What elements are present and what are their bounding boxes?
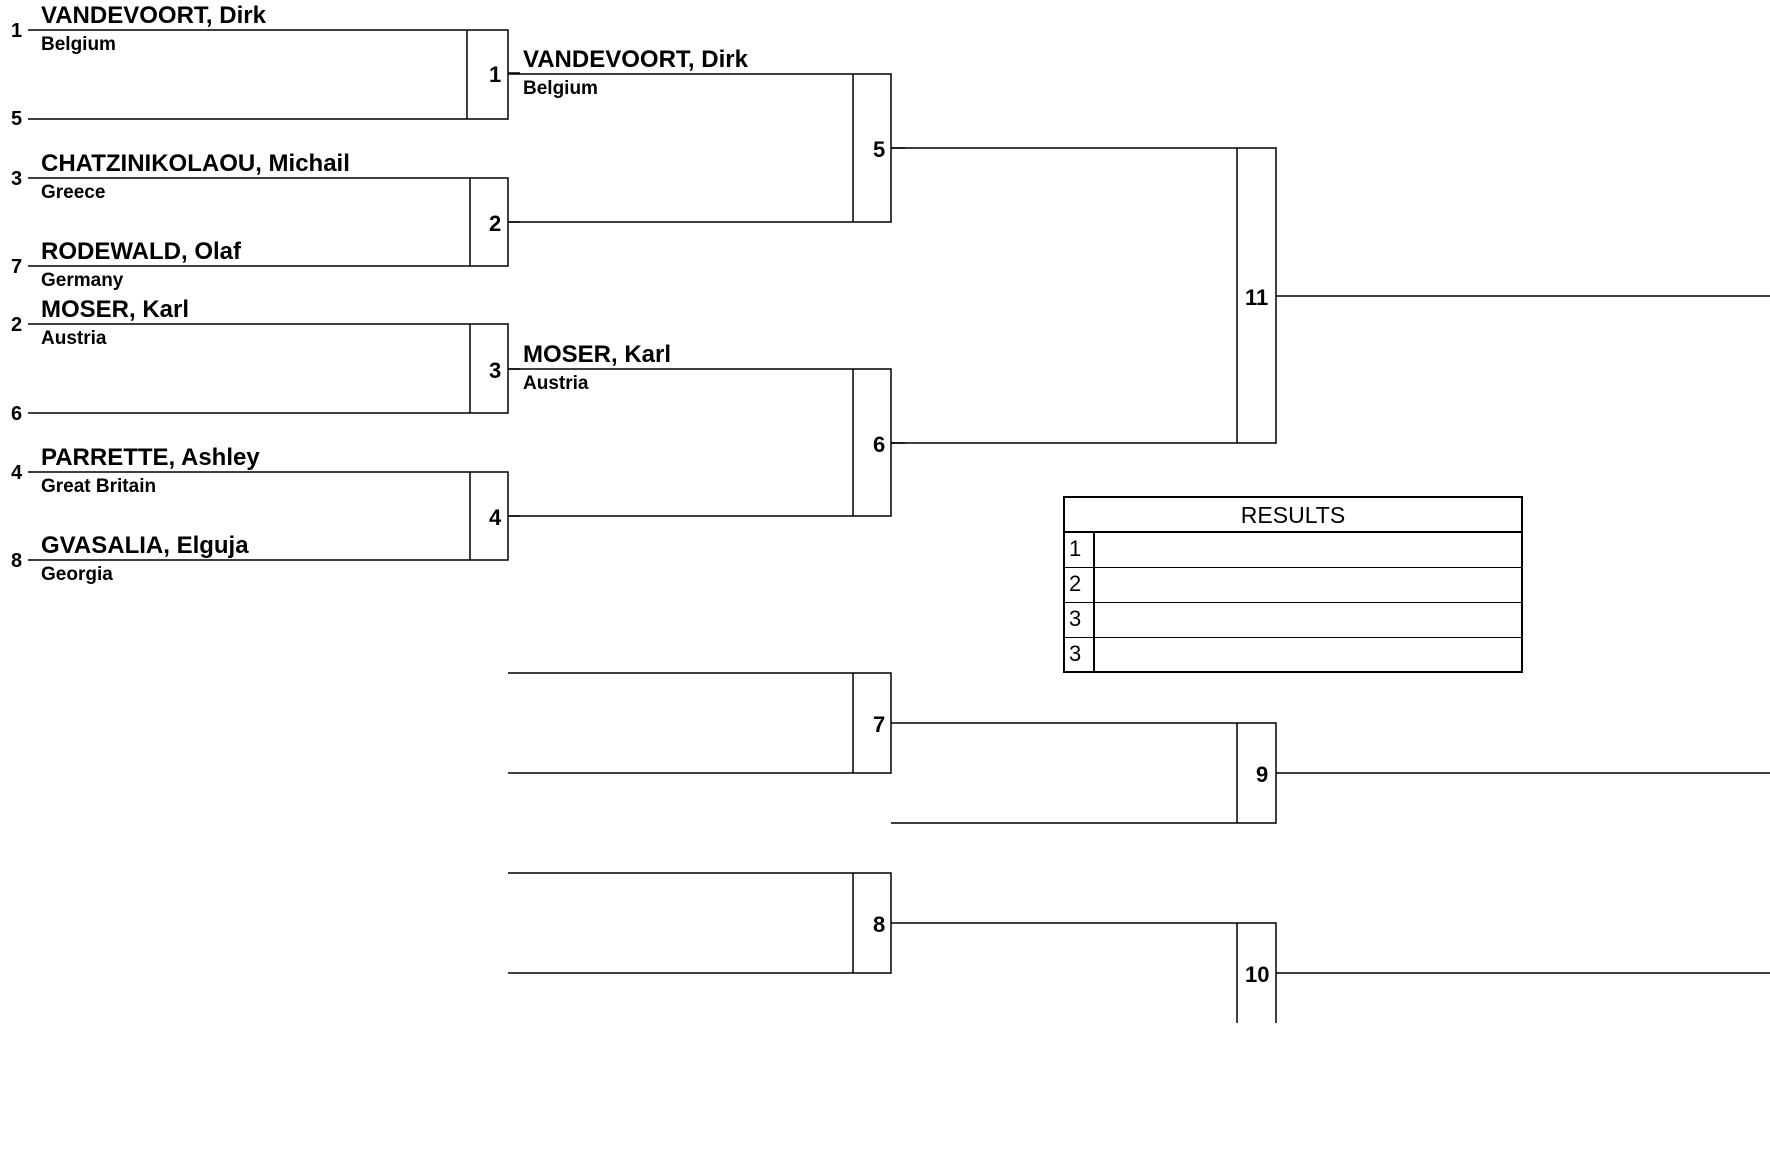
- competitor-name: PARRETTE, Ashley: [41, 444, 260, 471]
- match-number: 5: [873, 137, 886, 162]
- competitor-country: Austria: [41, 328, 107, 349]
- competitor-country: Belgium: [523, 78, 598, 99]
- match-10-connector: [891, 923, 1770, 1023]
- match-number: 6: [873, 432, 886, 457]
- results-place: 3: [1065, 603, 1095, 637]
- results-value: [1097, 638, 1521, 673]
- results-table: [1063, 496, 1523, 673]
- seed-number: 3: [11, 168, 23, 190]
- seed-number: 1: [11, 20, 23, 42]
- competitor-name: MOSER, Karl: [41, 296, 190, 323]
- match-number: 8: [873, 912, 886, 937]
- results-place: 1: [1065, 533, 1095, 567]
- match-7-connector: [508, 673, 891, 773]
- results-title: RESULTS: [1065, 498, 1521, 533]
- seed-number: 4: [11, 462, 23, 484]
- results-value: [1097, 533, 1521, 567]
- competitor-country: Great Britain: [41, 476, 157, 497]
- results-value: [1097, 603, 1521, 637]
- competitor-name: RODEWALD, Olaf: [41, 238, 242, 265]
- competitor-country: Greece: [41, 182, 106, 203]
- competitor-country: Georgia: [41, 564, 113, 585]
- results-row: [1065, 533, 1521, 568]
- results-row: [1065, 638, 1521, 673]
- match-11-connector: [891, 148, 1770, 443]
- match-number: 2: [489, 211, 502, 236]
- match-number: 11: [1245, 285, 1269, 310]
- results-place: 2: [1065, 568, 1095, 602]
- match-9-connector: [891, 723, 1770, 823]
- match-number: 9: [1256, 762, 1269, 787]
- results-value: [1097, 568, 1521, 602]
- match-number: 1: [489, 62, 502, 87]
- results-row: [1065, 603, 1521, 638]
- results-place: 3: [1065, 638, 1095, 673]
- match-number: 4: [489, 505, 502, 530]
- match-8-connector: [508, 873, 891, 973]
- competitor-country: Austria: [523, 373, 589, 394]
- competitor-country: Belgium: [41, 34, 116, 55]
- match-number: 10: [1245, 962, 1270, 987]
- competitor-name: VANDEVOORT, Dirk: [523, 46, 748, 73]
- seed-number: 6: [11, 403, 23, 425]
- seed-number: 7: [11, 256, 23, 278]
- competitor-name: VANDEVOORT, Dirk: [41, 2, 266, 29]
- results-row: [1065, 568, 1521, 603]
- seed-number: 8: [11, 550, 23, 572]
- match-number: 3: [489, 358, 502, 383]
- match-number: 7: [873, 712, 886, 737]
- competitor-name: GVASALIA, Elguja: [41, 532, 249, 559]
- competitor-name: CHATZINIKOLAOU, Michail: [41, 150, 350, 177]
- seed-number: 5: [11, 108, 23, 130]
- seed-number: 2: [11, 314, 23, 336]
- competitor-name: MOSER, Karl: [523, 341, 672, 368]
- competitor-country: Germany: [41, 270, 124, 291]
